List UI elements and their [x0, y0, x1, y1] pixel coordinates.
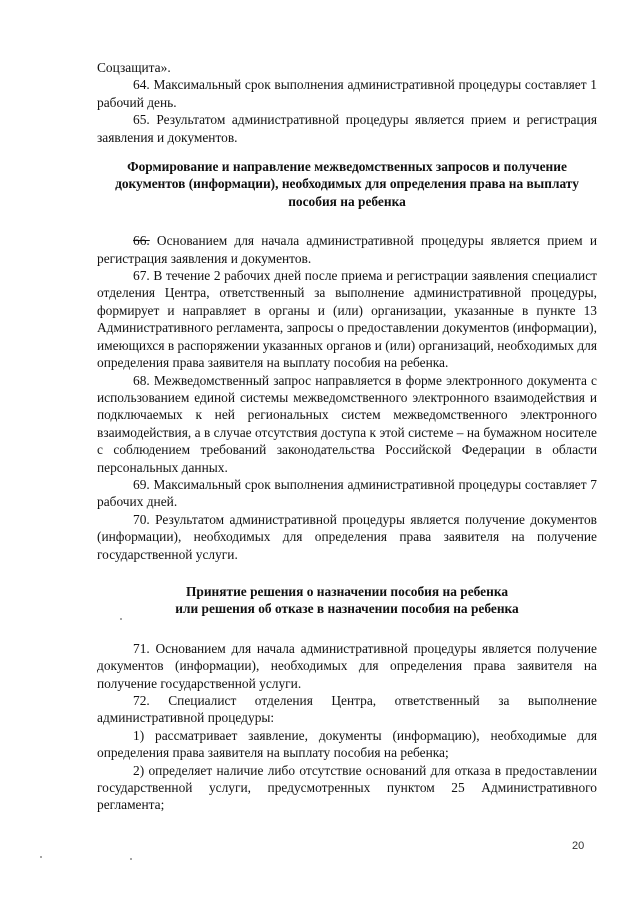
- paragraph-68: 68. Межведомственный запрос направляется в форме электронного документа с использованием единой системы межведомственного электронного взаимодействия и подключаемых к ней региональных систем межведомственного электронного взаимодействия, а в случае отсутствия доступа к этой системе – на бумажном носителе с соблюдением требований законодательства Российской Федерации в области персональных данных.: [97, 372, 597, 475]
- paragraph-67: 67. В течение 2 рабочих дней после приема и регистрации заявления специалист отделения Центра, ответственный за выполнение административной процедуры, формирует и направляет в органы и (или) организации, указанные в пункте 13 Административного регламента, запросы о предоставлении документов (информации), имеющихся в распоряжении указанных органов и (или) организаций, необходимых для определения права заявителя на выплату пособия на ребенка.: [97, 268, 597, 371]
- paragraph-69: 69. Максимальный срок выполнения административной процедуры составляет 7 рабочих дней.: [97, 476, 597, 510]
- paragraph-64: 64. Максимальный срок выполнения административной процедуры составляет 1 рабочий день.: [97, 77, 597, 110]
- paragraph-66: [97, 232, 597, 267]
- page-number: 20: [572, 840, 585, 852]
- scan-speck: [40, 856, 42, 858]
- struck-number: 66.: [133, 233, 150, 249]
- list-item-72-2: 2) определяет наличие либо отсутствие оснований для отказа в предоставлении государственной услуги, предусмотренных пунктом 25 Административного регламента;: [97, 762, 597, 813]
- section-heading-requests: Формирование и направление межведомственных запросов и получение документов (информации), необходимых для определения права на выплату пособия на ребенка: [115, 159, 579, 209]
- list-item-72-1: 1) рассматривает заявление, документы (информацию), необходимые для определения права заявителя на выплату пособия на ребенка;: [97, 727, 597, 761]
- section-heading-decision: [97, 583, 597, 618]
- scan-speck: [130, 858, 132, 860]
- paragraph-66-text: Основанием для начала административной процедуры является прием и регистрация заявления и документов.: [97, 233, 597, 266]
- document-body: [97, 59, 597, 814]
- section-heading-decision-line1: Принятие решения о назначении пособия на ребенка: [185, 583, 509, 599]
- paragraph-continuation: Соцзащита».: [97, 60, 171, 75]
- paragraph-72: 72. Специалист отделения Центра, ответственный за выполнение административной процедуры:: [97, 693, 597, 726]
- paragraph-65: 65. Результатом административной процедуры является прием и регистрация заявления и документов.: [97, 112, 597, 145]
- paragraph-71: 71. Основанием для начала административной процедуры является получение документов (информации), необходимых для определения права заявителя на получение государственной услуги.: [97, 640, 597, 691]
- scan-speck: [120, 618, 122, 620]
- section-heading-decision-line2: или решения об отказе в назначении пособия на ребенка: [175, 601, 519, 617]
- paragraph-70: 70. Результатом административной процедуры является получение документов (информации), необходимых для определения права заявителя на получение государственной услуги.: [97, 511, 597, 562]
